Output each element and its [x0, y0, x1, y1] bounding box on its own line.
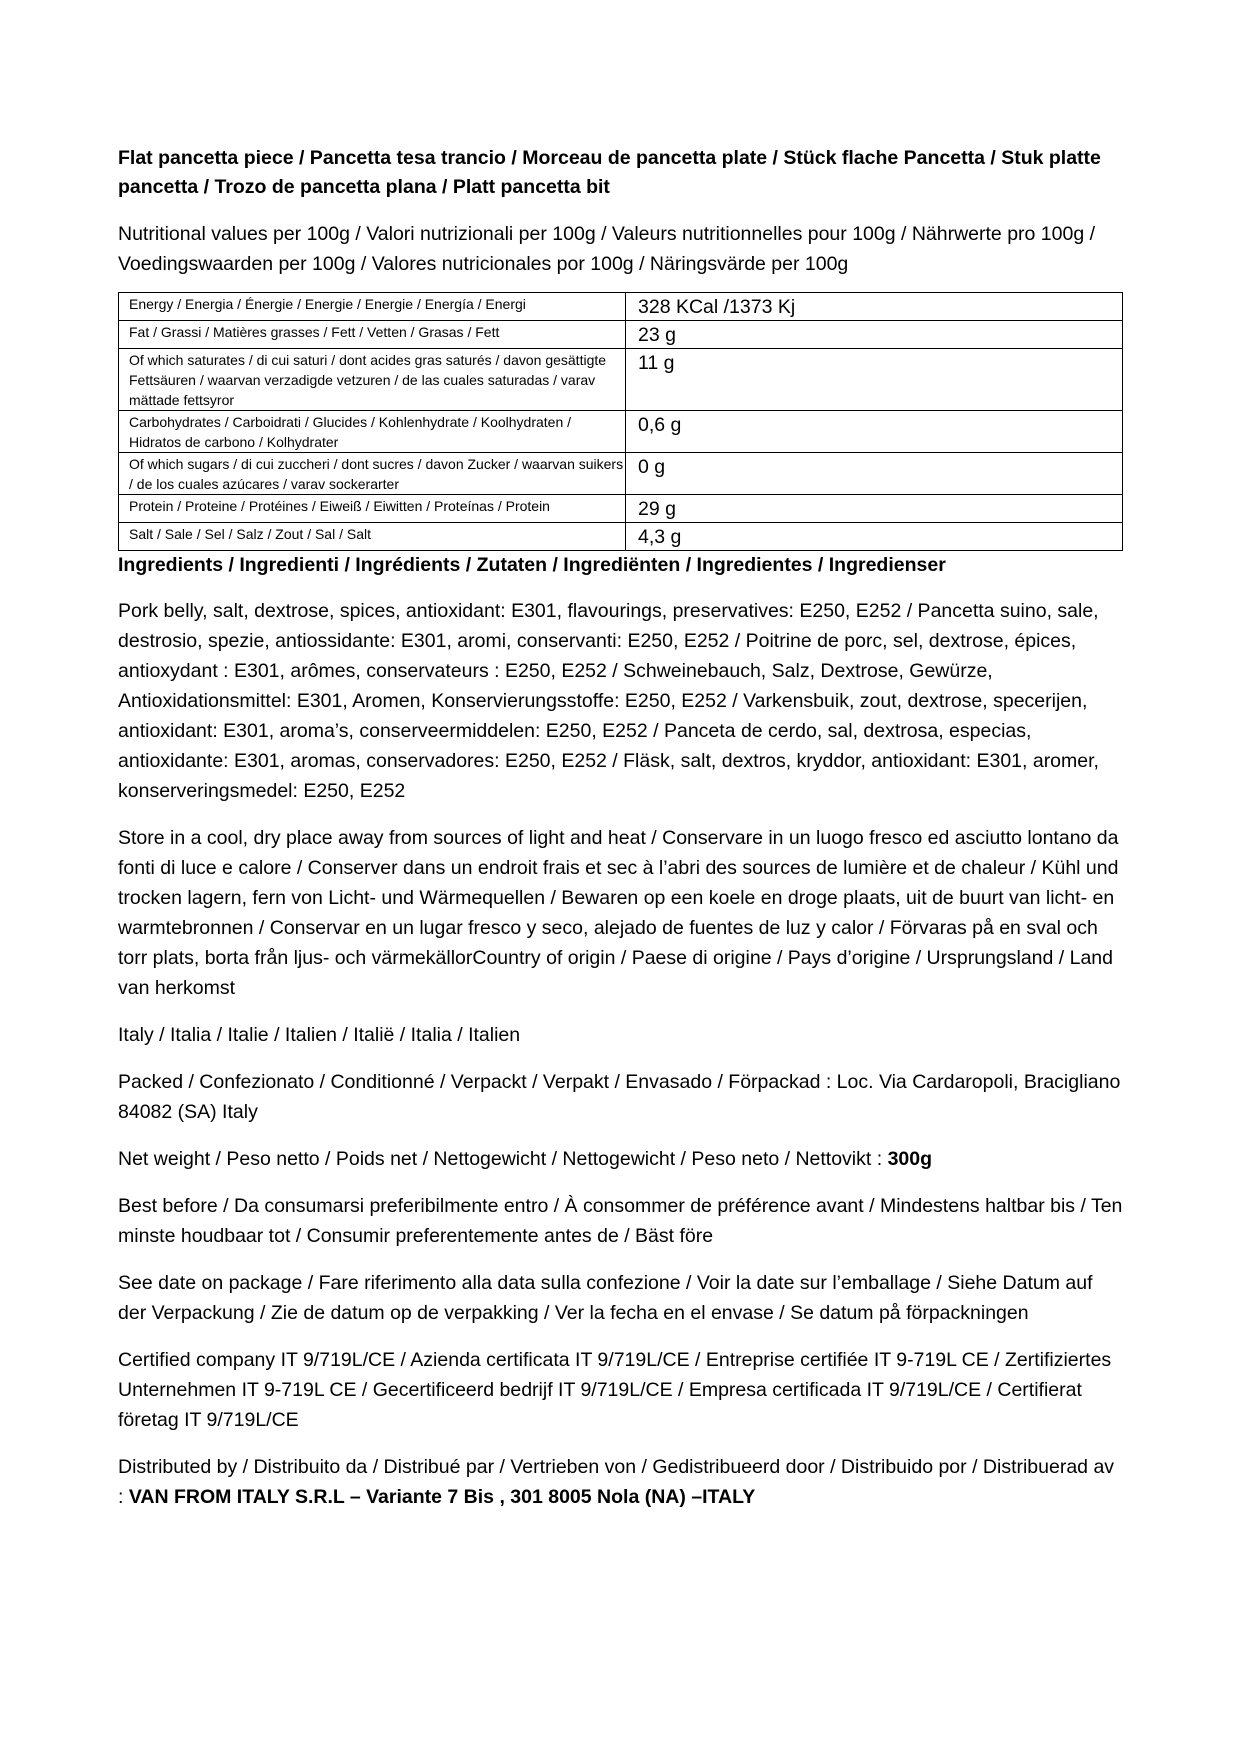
packed-text: Packed / Confezionato / Conditionné / Verpackt / Verpakt / Envasado / Förpackad : Loc. Via Cardaropoli, Bracigliano 84082 (SA) Italy: [118, 1071, 1121, 1123]
nutrition-table: [118, 292, 1123, 551]
distributed-by: [118, 1452, 1123, 1512]
nutrition-row: [119, 411, 1123, 453]
nutrient-value: 0 g: [626, 453, 1123, 495]
nutrition-row: [119, 495, 1123, 523]
distributor-address: VAN FROM ITALY S.R.L – Variante 7 Bis , 301 8005 Nola (NA) –ITALY: [128, 1486, 756, 1508]
nutrition-row: [119, 293, 1123, 321]
product-title: Flat pancetta piece / Pancetta tesa trancio / Morceau de pancetta plate / Stück flache Pancetta / Stuk platte pancetta / Trozo de pancetta plana / Platt pancetta bit: [118, 147, 1101, 198]
see-date-text: See date on package / Fare riferimento alla data sulla confezione / Voir la date sur l’emballage / Siehe Datum auf der Verpackung / Zie de datum op de verpakking / Ver la fecha en el envase / Se datum på förpackningen: [118, 1272, 1093, 1324]
net-weight-value: 300g: [887, 1148, 933, 1170]
nutrient-value: 4,3 g: [626, 523, 1123, 551]
label-document: [118, 144, 1123, 1512]
nutrition-row: [119, 523, 1123, 551]
nutrient-value: 11 g: [626, 349, 1123, 411]
net-weight-label: Net weight / Peso netto / Poids net / Nettogewicht / Nettogewicht / Peso neto / Nettovikt :: [118, 1148, 888, 1170]
nutrient-label: Salt / Sale / Sel / Salz / Zout / Sal / Salt: [119, 523, 626, 551]
nutrition-row: [119, 321, 1123, 349]
nutrient-label: Fat / Grassi / Matières grasses / Fett / Vetten / Grasas / Fett: [119, 321, 626, 349]
nutrient-label: Of which saturates / di cui saturi / dont acides gras saturés / davon gesättigte Fettsäuren / waarvan verzadigde vetzuren / de las cuales saturadas / varav mättade fettsyror: [119, 349, 626, 411]
distributed-label: Distributed by / Distribuito da / Distribué par / Vertrieben von / Gedistribueerd door / Distribuido por / Distribuerad av :: [118, 1456, 1115, 1508]
certified-text: Certified company IT 9/719L/CE / Azienda certificata IT 9/719L/CE / Entreprise certifiée IT 9-719L CE / Zertifiziertes Unternehmen IT 9-719L CE / Gecertificeerd bedrijf IT 9/719L/CE / Empresa certificada IT 9/719L/CE / Certifierat företag IT 9/719L/CE: [118, 1349, 1112, 1431]
ingredients-heading: Ingredients / Ingredienti / Ingrédients / Zutaten / Ingrediënten / Ingredientes / Ingredienser: [118, 554, 946, 576]
nutrient-value: 29 g: [626, 495, 1123, 523]
nutrient-value: 23 g: [626, 321, 1123, 349]
storage-text: Store in a cool, dry place away from sources of light and heat / Conservare in un luogo fresco ed asciutto lontano da fonti di luce e calore / Conserver dans un endroit frais et sec à l’abri des sources de lumière et de chaleur / Kühl und trocken lagern, fern von Licht- und Wärmequellen / Bewaren op een koele en droge plaats, uit de buurt van licht- en warmtebronnen / Conservar en un lugar fresco y seco, alejado de fuentes de luz y calor / Förvaras på en sval och torr plats, borta från ljus- och värmekällorCountry of origin / Paese di origine / Pays d’origine / Ursprungsland / Land van herkomst: [118, 827, 1119, 999]
nutrient-label: Energy / Energia / Énergie / Energie / Energie / Energía / Energi: [119, 293, 626, 321]
nutrition-heading: Nutritional values per 100g / Valori nutrizionali per 100g / Valeurs nutritionnelles pour 100g / Nährwerte pro 100g / Voedingswaarden per 100g / Valores nutricionales por 100g / Näringsvärde per 100g: [118, 223, 1096, 275]
ingredients-text: Pork belly, salt, dextrose, spices, antioxidant: E301, flavourings, preservatives: E250, E252 / Pancetta suino, sale, destrosio, spezie, antiossidante: E301, aromi, conservanti: E250, E252 / Poitrine de porc, sel, dextrose, épices, antioxydant : E301, arômes, conservateurs : E250, E252 / Schweinebauch, Salz, Dextrose, Gewürze, Antioxidationsmittel: E301, Aromen, Konservierungsstoffe: E250, E252 / Varkensbuik, zout, dextrose, specerijen, antioxidant: E301, aroma’s, conserveermiddelen: E250, E252 / Panceta de cerdo, sal, dextrosa, especias, antioxidante: E301, aromas, conservadores: E250, E252 / Fläsk, salt, dextros, kryddor, antioxidant: E301, aromer, konserveringsmedel: E250, E252: [118, 600, 1099, 802]
nutrient-value: 328 KCal /1373 Kj: [626, 293, 1123, 321]
net-weight: [118, 1144, 1123, 1174]
nutrition-row: [119, 453, 1123, 495]
nutrient-label: Of which sugars / di cui zuccheri / dont sucres / davon Zucker / waarvan suikers / de los cuales azúcares / varav sockerarter: [119, 453, 626, 495]
best-before-text: Best before / Da consumarsi preferibilmente entro / À consommer de préférence avant / Mindestens haltbar bis / Ten minste houdbaar tot / Consumir preferentemente antes de / Bäst före: [118, 1195, 1123, 1247]
origin-text: Italy / Italia / Italie / Italien / Italië / Italia / Italien: [118, 1024, 521, 1046]
nutrient-label: Protein / Proteine / Protéines / Eiweiß / Eiwitten / Proteínas / Protein: [119, 495, 626, 523]
nutrient-label: Carbohydrates / Carboidrati / Glucides / Kohlenhydrate / Koolhydraten / Hidratos de carbono / Kolhydrater: [119, 411, 626, 453]
nutrition-row: [119, 349, 1123, 411]
nutrient-value: 0,6 g: [626, 411, 1123, 453]
